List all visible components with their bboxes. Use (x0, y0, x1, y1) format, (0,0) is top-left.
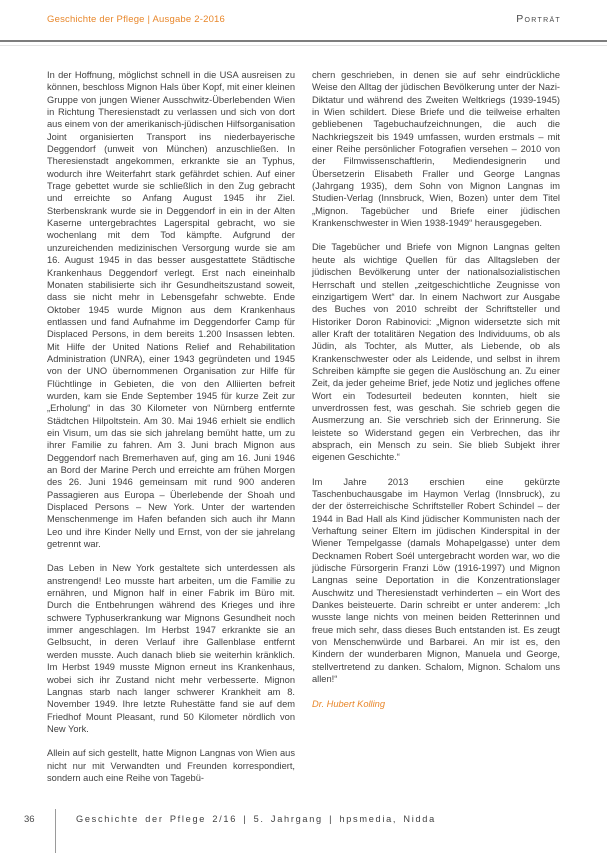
paragraph: Das Leben in New York gestaltete sich unterdessen als anstrengend! Leo musste hart arbeiten, um die Familie zu ernähren, und Mignon half in einer Fabrik im Büro mit. Durch die Entbehrungen während des Krieges und ihre schwere Typhuserkrankung war Mignons Gesundheit noch immer angeschlagen. Im Herbst 1947 erkrankte sie an Gelbsucht, in deren Verlauf ihre Gallenblase entfernt werden musste. Auch danach blieb sie weiterhin kränklich. Im Herbst 1949 musste Mignon erneut ins Krankenhaus, wobei sich ihr Zustand nicht mehr verbesserte. Mignon Langnas starb nach langer schwerer Krankheit am 8. November 1949. Ihre letzte Ruhestätte fand sie auf dem Friedhof Mount Pleasant, rund 50 Kilometer nördlich von New York. (47, 563, 295, 734)
footer-divider (55, 809, 56, 853)
column-right-paragraphs (312, 69, 560, 686)
footer-imprint: Geschichte der Pflege 2/16 | 5. Jahrgang | hpsmedia, Nidda (76, 814, 436, 824)
column-right (312, 69, 560, 796)
page-number: 36 (24, 814, 35, 825)
paragraph: Im Jahre 2013 erschien eine gekürzte Taschenbuchausgabe im Haymon Verlag (Innsbruck), zu der der österreichische Schriftsteller Robert Schindel – der 1944 in Bad Hall als Kind jüdischer Kommunisten nach der Verhaftung seiner Eltern im jüdischen Kinderspital in der Wiener Tempelgasse (damals Mohapelgasse) unter dem Decknamen Robert Soél untergebracht worden war, wo die jüdische Fürsorgerin Franzi Löw (1916-1997) und Mignon Langnas seine Deportation in die Konzentrationslager Auschwitz und Theresienstadt verhinderten – ein Wort des Dankes beisteuerte. Darin schreibt er unter anderem: „Ich wusste lange nichts von meinen beiden Retterinnen und freue mich sehr, dass dieses Buch entstanden ist. Es zeugt von Menschenwürde und Barbarei. An mir ist es, den Kindern der wunderbaren Mignon, Manuela und George, stellvertretend zu danken. Schalom, Mignon. Schalom uns allen!“ (312, 476, 560, 685)
column-left (47, 69, 295, 796)
header-rule (0, 40, 607, 42)
paragraph: Die Tagebücher und Briefe von Mignon Langnas gelten heute als wichtige Quellen für das Alltagsleben der jüdischen Bevölkerung unter der nationalsozialistischen Herrschaft und stellen „zeitgeschichtliche Zeugnisse von einzigartigem Wert“ dar. In einem Nachwort zur Ausgabe des Buches von 2010 schreibt der Schriftsteller und Historiker Doron Rabinovici: „Mignon widersetzte sich mit aller Kraft der totalitären Negation des Individuums, ob als Jüdin, als Tochter, als Mutter, als Liebende, ob als Krankenschwester oder als Leidende, und selbst in ihrem Schreiben kämpfte sie gegen die Auslöschung an. Zu einer Zeit, da jeder geheime Brief, jede Notiz und jegliches offene Wort ein Todesurteil bedeuten konnten, hielt sie unverdrossen fest, was geschah. Sie schrieb gegen die Ausmerzung an. Sie verschrieb sich der Erinnerung. Sie leistete so Widerstand gegen ein Verbrechen, das ihr absprach, ein Mensch zu sein. Sie blieb Subjekt ihrer eigenen Geschichte.“ (312, 242, 560, 463)
paragraph: chern geschrieben, in denen sie auf sehr eindrückliche Weise den Alltag der jüdischen Bevölkerung unter der Nazi-Diktatur und während des Zweiten Weltkriegs (1939-1945) in Wien schildert. Diese Briefe und die teilweise erhalten gebliebenen Tagebuchaufzeichnungen, die auch die Nachkriegszeit bis 1949 umfassen, wurden erstmals – mit einer Reihe persönlicher Fotografien versehen – 2010 von der Filmwissenschaftlerin, Mediendesignerin und Übersetzerin Elisabeth Fraller und George Langnas (Jahrgang 1935), dem Sohn von Mignon Langnas im Studien-Verlag (Innsbruck, Wien, Bozen) unter dem Titel „Mignon. Tagebücher und Briefe einer jüdischen Krankenschwester in Wien 1938-1949“ herausgegeben. (312, 70, 560, 229)
page-header (47, 13, 561, 25)
section-label: Porträt (516, 13, 561, 25)
paragraph: Allein auf sich gestellt, hatte Mignon Langnas von Wien aus nicht nur mit Verwandten und Freunden korrespondiert, sondern auch eine Reihe von Tagebü- (47, 748, 295, 783)
page-footer (0, 806, 607, 853)
article-body (47, 69, 561, 796)
paragraph: In der Hoffnung, möglichst schnell in die USA ausreisen zu können, beschloss Mignon Hals über Kopf, mit einer kleinen Gruppe von jungen Wiener Ausschwitz-Überlebenden Wien in Richtung Theresienstadt zu verlassen und sich von dort aus einem von der amerikanisch-jüdischen Hilfsorganisation Joint organisierten Transport ins niederbayerische Deggendorf (unweit von München) anzuschließen. In Theresienstadt angekommen, erkrankte sie an Typhus, wodurch ihre Weiterfahrt stark gefährdet schien. Auf einer Trage gebettet wurde sie schließlich in den Zug gebracht und erreichte so Anfang August 1945 ihr Ziel. Sterbenskrank wurde sie in Deggendorf in ein in der Alten Kaserne untergebrachtes Lagerspital gebracht, wo sie wochenlang mit dem Tod kämpfte. Aufgrund der unzureichenden medizinischen Versorgung wurde sie am 16. August 1945 in das besser ausgestattete Städtische Krankenhaus Deggendorf verlegt. Erst nach eineinhalb Monaten stabilisierte sich ihr Gesundheitszustand soweit, dass sie nicht mehr in Lebensgefahr schwebte. Ende Oktober 1945 wurde Mignon aus dem Krankenhaus entlassen und fand Aufnahme im Deggendorfer Camp für Displaced Persons, in dem bereits 1.200 Insassen lebten. Mit Hilfe der United Nations Relief and Rehabilitation Administration (UNRA), einer 1943 gegründeten und 1945 von der UNO übernommenen Organisation zur Hilfe für Flüchtlinge in Gebieten, die von den Alliierten befreit wurden, kam sie Ende September 1945 für kurze Zeit zur „Erholung“ in das 30 Kilometer von Nürnberg entfernte Städtchen Hilpoltstein. Am 30. Mai 1946 erhielt sie endlich ein Visum, um das sie sich jahrelang bemüht hatte, um zu ihrer Familie zu fahren. Am 3. Juni brach Mignon aus Deggendorf nach Bremerhaven auf, ging am 16. Juni 1946 an Bord der Marine Perch und erreichte am frühen Morgen des 26. Juni 1946 gemeinsam mit rund 900 anderen Passagieren aus Europa – Überlebende der Shoah und Displaced Persons – New York. Unter der wartenden Menschenmenge im Hafen befanden sich auch ihr Mann Leo und ihre Kinder Nelly und Ernst, von der sie jahrelang getrennt war. (47, 70, 295, 550)
author-byline: Dr. Hubert Kolling (312, 698, 386, 709)
journal-title: Geschichte der Pflege | Ausgabe 2-2016 (47, 14, 226, 25)
